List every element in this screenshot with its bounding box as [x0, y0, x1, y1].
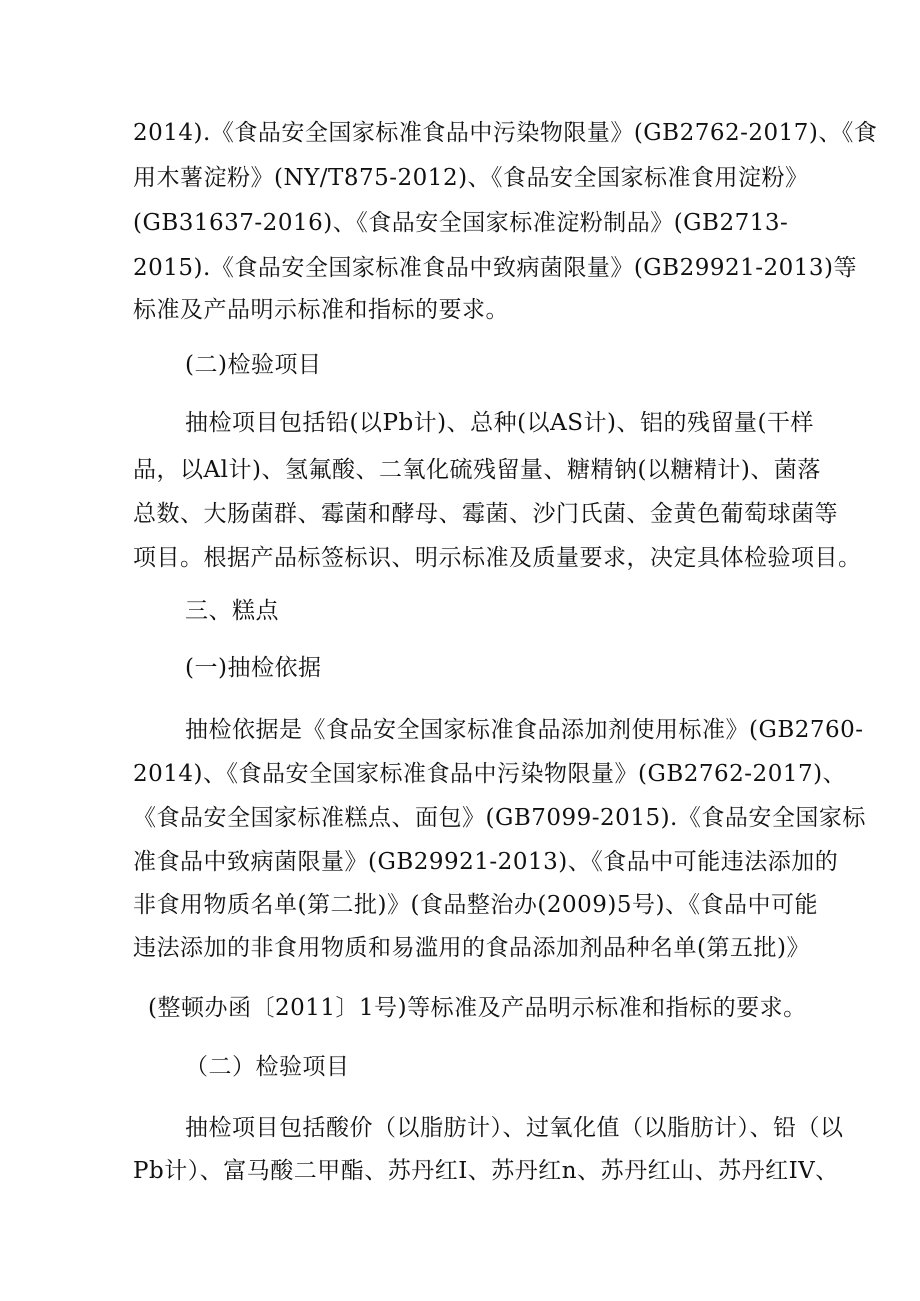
section-heading-inspection-items: (二)检验项目 — [185, 352, 322, 378]
text-line-2: 用木薯淀粉》(NY/T875-2012)、《食品安全国家标准食用淀粉》 — [133, 165, 809, 191]
text-line-18: 违法添加的非食用物质和易滥用的食品添加剂品种名单(第五批)》 — [133, 935, 810, 961]
text-line-15: 《食品安全国家标准糕点、面包》(GB7099-2015).《食品安全国家标 — [133, 805, 866, 831]
text-line-7: 抽检项目包括铅(以Pb计)、总种(以AS计)、铝的残留量(干样 — [185, 410, 814, 436]
text-line-16: 准食品中致病菌限量》(GB29921-2013)、《食品中可能违法添加的 — [133, 849, 839, 875]
text-line-19: (整顿办函〔2011〕1号)等标准及产品明示标准和指标的要求。 — [148, 995, 807, 1021]
text-line-22: Pb计）、富马酸二甲酯、苏丹红I、苏丹红n、苏丹红山、苏丹红IV、 — [133, 1158, 839, 1184]
section-heading-pastry: 三、糕点 — [185, 598, 279, 624]
text-line-1: 2014).《食品安全国家标准食品中污染物限量》(GB2762-2017)、《食 — [133, 120, 878, 146]
text-line-13: 抽检依据是《食品安全国家标准食品添加剂使用标准》(GB2760- — [185, 717, 864, 743]
text-line-4: 2015).《食品安全国家标准食品中致病菌限量》(GB29921-2013)等 — [133, 255, 858, 281]
text-line-3: (GB31637-2016)、《食品安全国家标准淀粉制品》(GB2713- — [133, 210, 789, 236]
text-line-14: 2014)、《食品安全国家标准食品中污染物限量》(GB2762-2017)、 — [133, 761, 847, 787]
section-heading-inspection-items-2: （二）检验项目 — [185, 1054, 350, 1080]
text-line-10: 项目。根据产品标签标识、明示标准及质量要求，决定具体检验项目。 — [133, 545, 862, 571]
text-line-17: 非食用物质名单(第二批)》(食品整治办(2009)5号)、《食品中可能 — [133, 892, 819, 918]
text-line-5: 标准及产品明示标准和指标的要求。 — [133, 297, 509, 323]
text-line-9: 总数、大肠菌群、霉菌和酵母、霉菌、沙门氏菌、金黄色葡萄球菌等 — [133, 501, 838, 527]
section-heading-inspection-basis: (一)抽检依据 — [185, 655, 322, 681]
text-line-21: 抽检项目包括酸价（以脂肪计）、过氧化值（以脂肪计）、铅（以 — [185, 1115, 844, 1141]
text-line-8: 品，以Al计)、氢氟酸、二氧化硫残留量、糖精钠(以糖精计)、菌落 — [133, 457, 821, 483]
